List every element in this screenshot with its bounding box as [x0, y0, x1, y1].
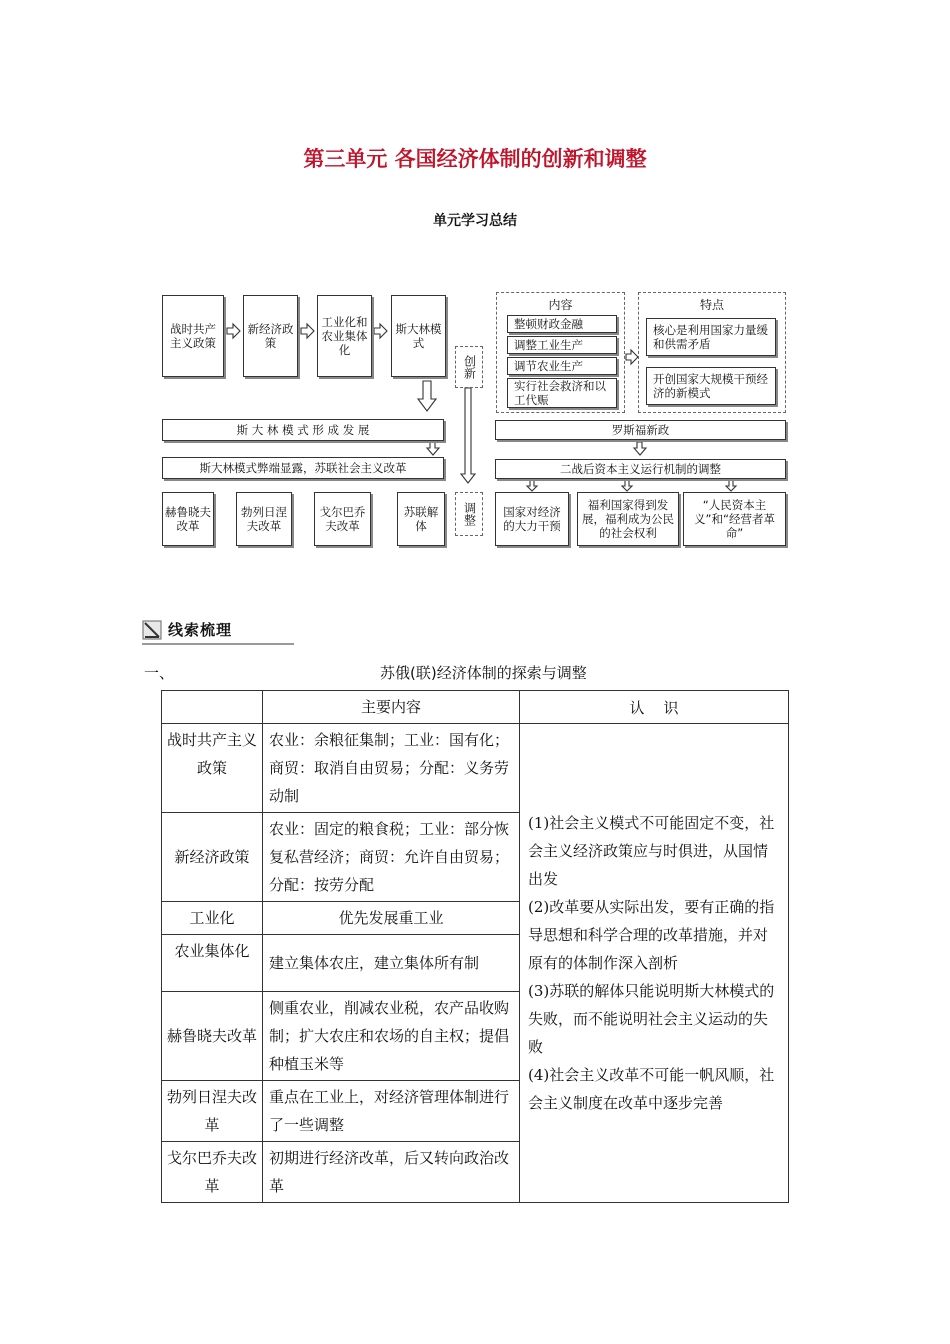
content-item: 整顿财政金融: [507, 315, 617, 333]
arrow-down-icon: [622, 479, 632, 491]
arrow-down-icon: [726, 479, 736, 491]
section-marker-icon: [142, 620, 162, 640]
label-adjust: 调整: [455, 492, 483, 536]
row-content: 建立集体农庄，建立集体所有制: [263, 935, 520, 992]
node-peoples-capitalism: “人民资本主义”和“经营者革命”: [683, 492, 786, 546]
insight-item: (2)改革要从实际出发，要有正确的指导思想和科学合理的改革措施，并对原有的体制作深入剖析: [528, 898, 775, 972]
row-name: 新经济政策: [162, 813, 263, 902]
section-number: 一、: [144, 664, 175, 682]
arrow-down-icon: [634, 442, 646, 455]
arrow-right-icon: [626, 350, 638, 364]
arrow-right-icon: [374, 324, 387, 338]
insight-item: (3)苏联的解体只能说明斯大林模式的失败，而不能说明社会主义运动的失败: [528, 982, 775, 1056]
arrow-right-icon: [227, 324, 240, 338]
row-content: 农业：余粮征集制；工业：国有化；商贸：取消自由贸易；分配：义务劳动制: [263, 724, 520, 813]
page-title: 第三单元 各国经济体制的创新和调整: [303, 147, 647, 171]
row-name: 战时共产主义政策: [162, 724, 263, 813]
node-stalin-reform: 斯大林模式弊端显露，苏联社会主义改革: [162, 457, 444, 479]
row-content: 初期进行经济改革，后又转向政治改革: [263, 1142, 520, 1203]
node-nep: 新经济政策: [243, 295, 298, 377]
arrow-down-icon: [427, 442, 439, 455]
row-name: 戈尔巴乔夫改革: [162, 1142, 263, 1203]
section-label: 线索梳理: [168, 621, 233, 639]
row-name: 工业化: [162, 902, 263, 935]
table-title: 苏俄(联)经济体制的探索与调整: [380, 664, 587, 682]
insights-cell: [520, 724, 789, 1203]
node-khrushchev: 赫鲁晓夫改革: [162, 492, 214, 546]
row-name: 勃列日涅夫改革: [162, 1081, 263, 1142]
section-underline: [142, 643, 294, 645]
feature-label: 特点: [699, 298, 724, 312]
row-name: 农业集体化: [162, 935, 263, 992]
content-item: 调节农业生产: [507, 357, 617, 375]
label-innovate: 创新: [455, 346, 483, 388]
content-item: 调整工业生产: [507, 336, 617, 354]
node-gorbachev: 戈尔巴乔夫改革: [314, 492, 371, 546]
table-header: [162, 691, 263, 724]
insight-item: (1)社会主义模式不可能固定不变，社会主义经济政策应与时俱进，从国情出发: [528, 814, 775, 888]
table-title-row: [144, 662, 944, 683]
arrow-down-icon: [527, 479, 537, 491]
node-welfare-state: 福利国家得到发展，福利成为公民的社会权利: [577, 492, 679, 546]
row-content: 重点在工业上，对经济管理体制进行了一些调整: [263, 1081, 520, 1142]
content-item: 实行社会救济和以工代赈: [507, 378, 617, 408]
page-subtitle: 单元学习总结: [433, 213, 517, 229]
node-ussr-collapse: 苏联解体: [397, 492, 445, 546]
table-row: [162, 724, 789, 813]
row-content: 侧重农业，削减农业税，农产品收购制；扩大农庄和农场的自主权；提倡种植玉米等: [263, 992, 520, 1081]
exploration-table: [161, 690, 789, 1203]
arrow-down-icon: [461, 388, 475, 483]
node-state-intervention: 国家对经济的大力干预: [495, 492, 569, 546]
node-industrialization: 工业化和农业集体化: [317, 295, 372, 377]
table-header-row: [162, 691, 789, 724]
row-name: 赫鲁晓夫改革: [162, 992, 263, 1081]
content-label: 内容: [548, 298, 573, 312]
insight-item: (4)社会主义改革不可能一帆风顺，社会主义制度在改革中逐步完善: [528, 1066, 775, 1112]
node-postwar: 二战后资本主义运行机制的调整: [495, 459, 786, 479]
node-new-deal: 罗斯福新政: [495, 420, 786, 440]
feature-item: 核心是利用国家力量缓和供需矛盾: [646, 318, 776, 356]
arrow-right-icon: [301, 324, 314, 338]
table-header: 认 识: [520, 691, 789, 724]
node-stalin-formation: 斯 大 林 模 式 形 成 发 展: [162, 419, 444, 441]
row-content: 农业：固定的粮食税；工业：部分恢复私营经济；商贸：允许自由贸易；分配：按劳分配: [263, 813, 520, 902]
node-brezhnev: 勃列日涅夫改革: [236, 492, 292, 546]
feature-item: 开创国家大规模干预经济的新模式: [646, 367, 776, 405]
node-stalin-model: 斯大林模式: [391, 295, 446, 377]
row-content: 优先发展重工业: [263, 902, 520, 935]
section-header: [142, 616, 294, 644]
arrow-down-icon: [418, 381, 436, 411]
table-header: 主要内容: [263, 691, 520, 724]
node-war-communism: 战时共产主义政策: [162, 295, 224, 377]
